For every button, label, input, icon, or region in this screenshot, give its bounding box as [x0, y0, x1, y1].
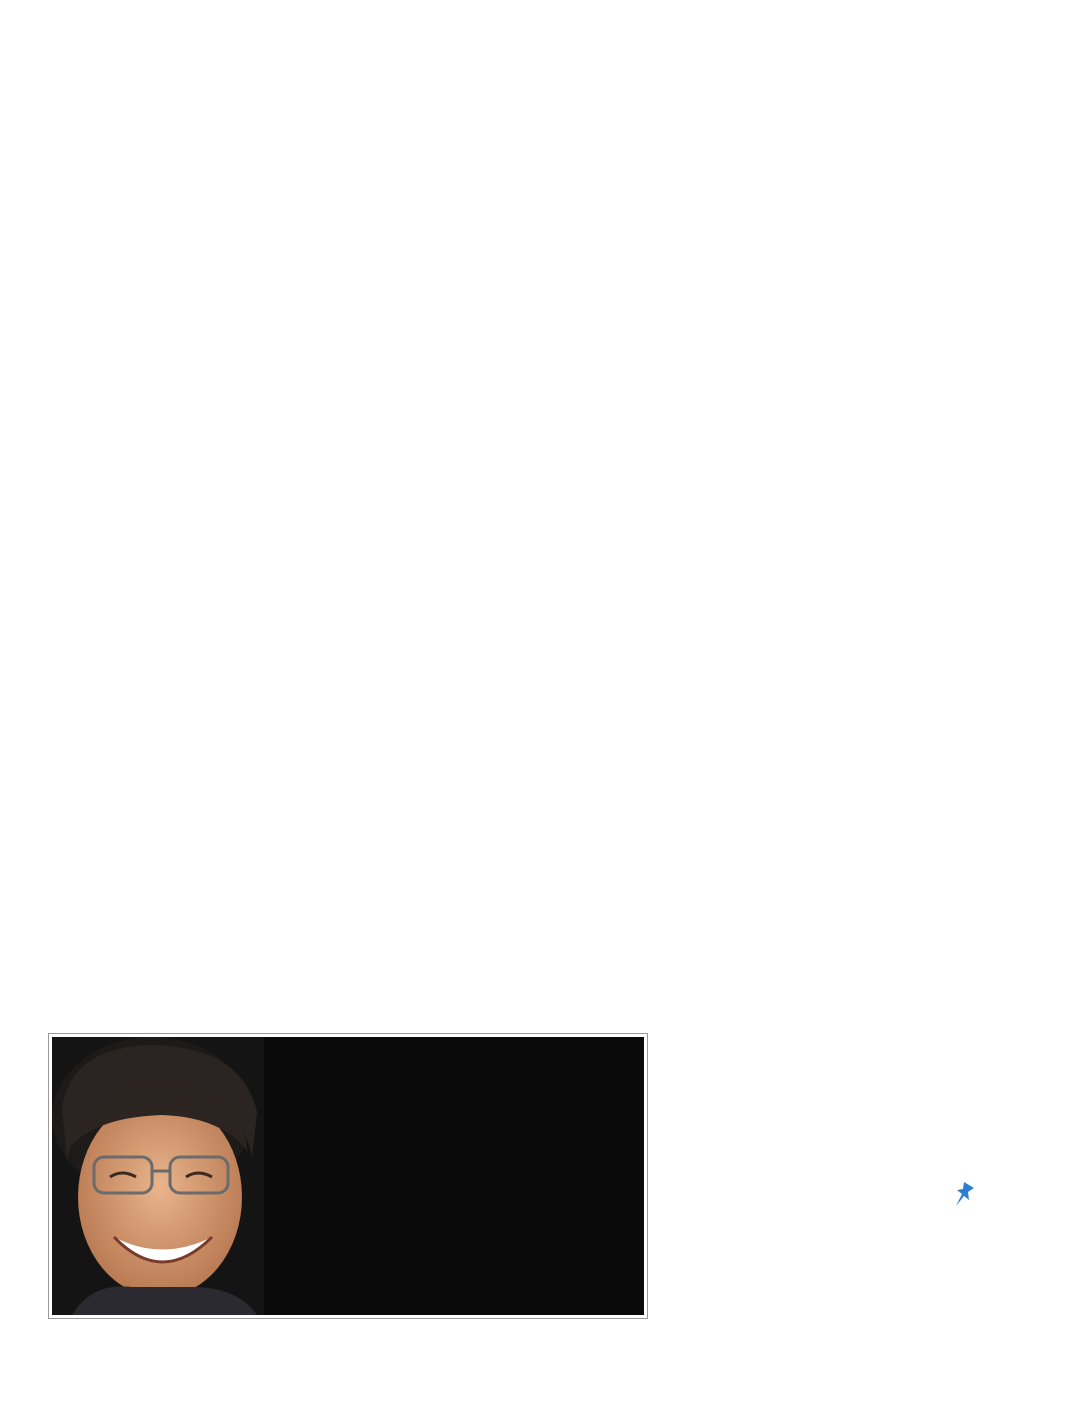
classroom-logo	[734, 1186, 994, 1258]
pushpin-icon	[950, 1180, 978, 1208]
quote-image	[48, 1033, 648, 1319]
quote-panel	[52, 1037, 644, 1315]
portrait-photo	[52, 1037, 264, 1315]
